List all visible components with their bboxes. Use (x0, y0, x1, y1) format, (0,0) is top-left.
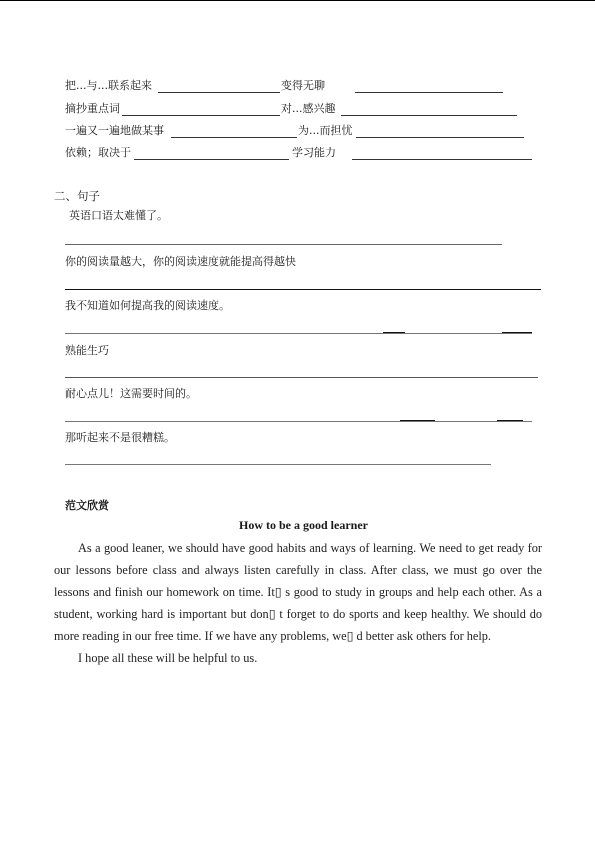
sentence-prompt: 你的阅读量越大，你的阅读速度就能提高得越快 (65, 255, 296, 268)
phrase-answer-line[interactable] (158, 92, 280, 93)
phrase-prompt: 为...而担忧 (298, 124, 353, 137)
line-mark (383, 332, 405, 333)
phrase-prompt: 变得无聊 (281, 79, 325, 92)
sentence-answer-line[interactable] (65, 244, 502, 245)
essay-paragraph: As a good leaner, we should have good habits and ways of learning. We need to get ready for our lessons before class and always listen carefully in class. After class, we must go over the lessons and finish our homework on time. It▯ s good to study in groups and help each other. As a student, working hard is important but don▯ t forget to do sports and keep healthy. We should do more reading in our free time. If we have any problems, we▯ d better ask others for help. (54, 541, 542, 643)
essay-title: How to be a good learner (239, 518, 368, 532)
phrase-answer-line[interactable] (356, 137, 524, 138)
phrase-answer-line[interactable] (134, 159, 289, 160)
phrase-answer-line[interactable] (355, 92, 503, 93)
phrase-answer-line[interactable] (341, 115, 517, 116)
phrase-prompt: 学习能力 (292, 146, 336, 159)
sentence-prompt: 熟能生巧 (65, 344, 109, 357)
phrase-prompt: 摘抄重点词 (65, 102, 120, 115)
phrase-answer-line[interactable] (122, 115, 280, 116)
page-top-rule (0, 0, 595, 1)
sentence-answer-line[interactable] (65, 421, 532, 422)
phrase-prompt: 一遍又一遍地做某事 (65, 124, 164, 137)
sentence-answer-line[interactable] (65, 377, 538, 378)
line-mark (400, 420, 435, 421)
line-mark (502, 332, 532, 333)
sentence-answer-line[interactable] (65, 464, 491, 465)
phrase-prompt: 对...感兴趣 (281, 102, 336, 115)
section-heading-sentences: 二、句子 (54, 189, 100, 203)
essay-body (54, 537, 542, 669)
phrase-answer-line[interactable] (171, 137, 297, 138)
line-mark (497, 420, 523, 421)
sentence-answer-line[interactable] (65, 289, 541, 290)
sentence-prompt: 我不知道如何提高我的阅读速度。 (65, 299, 230, 312)
essay-paragraph: I hope all these will be helpful to us. (78, 651, 258, 665)
phrase-prompt: 依赖；取决于 (65, 146, 131, 159)
sentence-answer-line[interactable] (65, 333, 532, 334)
model-essay-heading: 范文欣赏 (65, 499, 109, 512)
sentence-prompt: 那听起来不是很糟糕。 (65, 431, 175, 444)
sentence-prompt: 耐心点儿！这需要时间的。 (65, 387, 197, 400)
phrase-answer-line[interactable] (352, 159, 532, 160)
sentence-prompt: 英语口语太难懂了。 (69, 209, 168, 222)
phrase-prompt: 把...与...联系起来 (65, 79, 152, 92)
